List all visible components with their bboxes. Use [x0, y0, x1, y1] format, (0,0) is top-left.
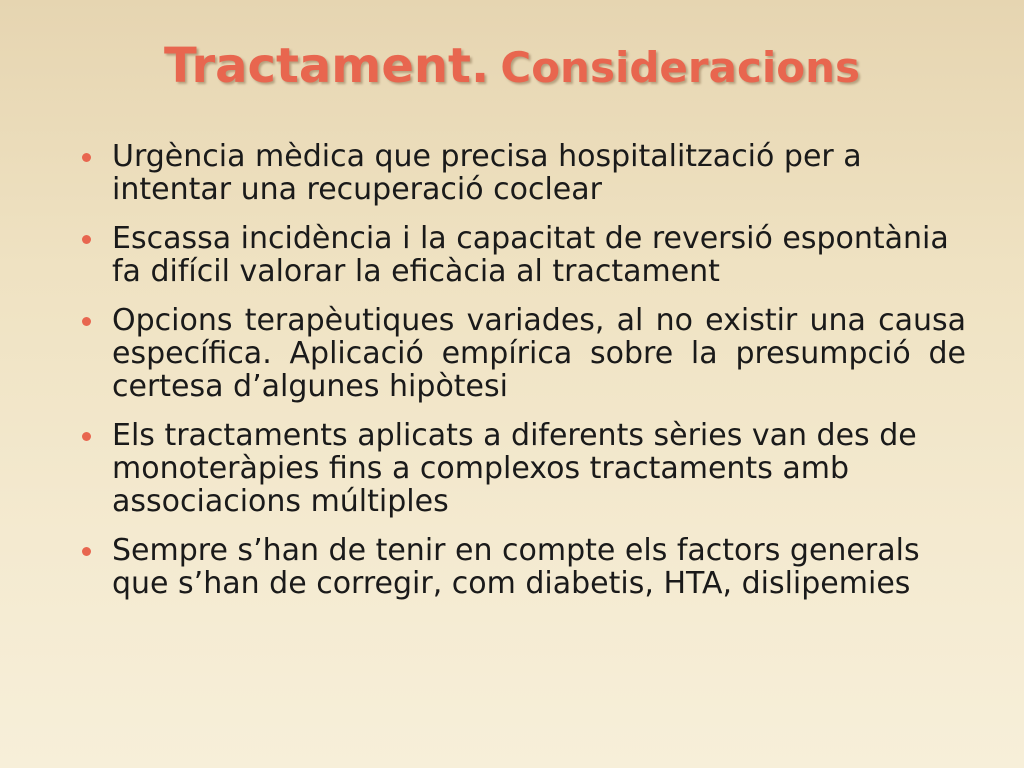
bullet-text-2: Escassa incidència i la capacitat de reversió espontània fa difícil valorar la eficàcia al tractament	[112, 221, 949, 289]
bullet-text-1: Urgència mèdica que precisa hospitalització per a intentar una recuperació coclear	[112, 139, 862, 207]
bullet-item-1	[80, 140, 966, 206]
bullet-dot-icon	[82, 235, 91, 244]
page-title	[0, 38, 1024, 94]
title-part-2: Consideracions	[500, 43, 860, 92]
bullet-dot-icon	[82, 317, 91, 326]
bullet-text-4: Els tractaments aplicats a diferents sèries van des de monoteràpies fins a complexos tractaments amb associacions múltiples	[112, 418, 917, 519]
bullet-item-5	[80, 534, 966, 600]
bullet-item-2	[80, 222, 966, 288]
title-part-1: Tractament.	[163, 38, 490, 94]
bullet-text-3: Opcions terapèutiques variades, al no existir una causa específica. Aplicació empírica sobre la presumpció de certesa d’algunes hipòtesi	[112, 303, 966, 404]
bullet-dot-icon	[82, 432, 91, 441]
bullet-list	[80, 140, 966, 616]
bullet-item-3	[80, 304, 966, 403]
bullet-item-4	[80, 419, 966, 518]
bullet-dot-icon	[82, 547, 91, 556]
bullet-text-5: Sempre s’han de tenir en compte els factors generals que s’han de corregir, com diabetis, HTA, dislipemies	[112, 533, 920, 601]
bullet-dot-icon	[82, 153, 91, 162]
